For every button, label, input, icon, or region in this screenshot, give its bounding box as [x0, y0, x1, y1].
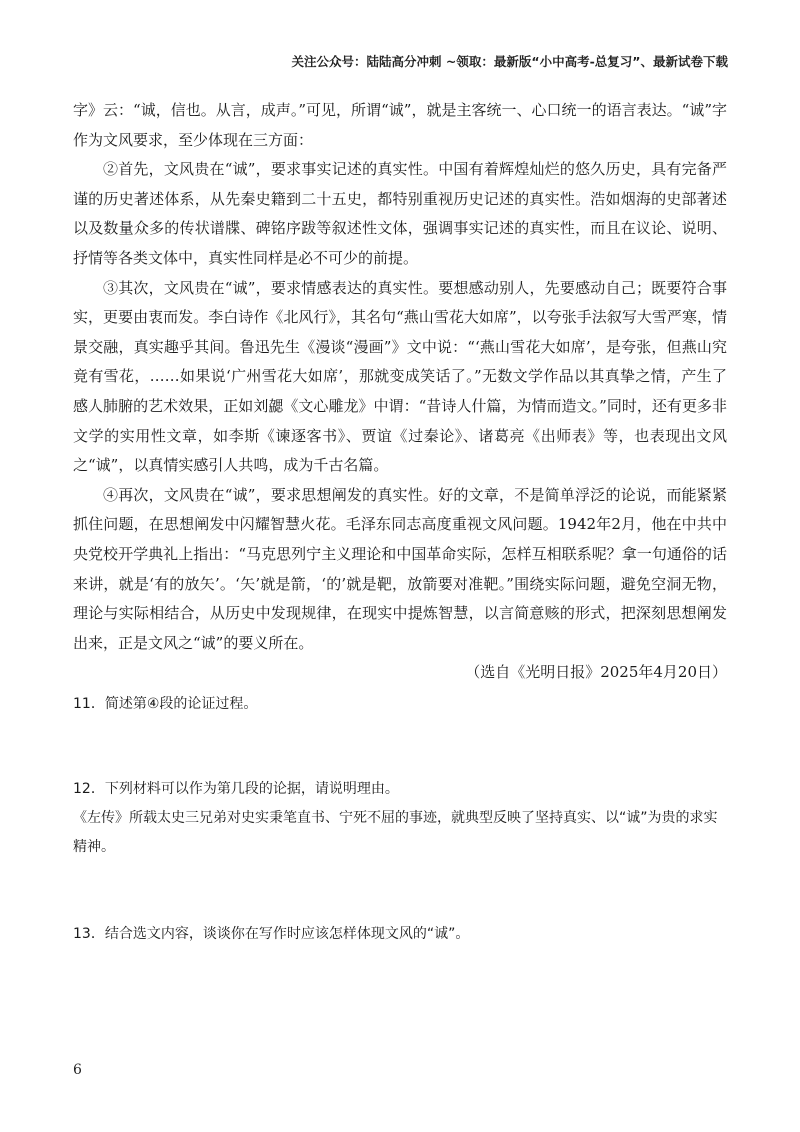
page-header-banner: 关注公众号：陆陆高分冲刺 ~领取：最新版“小中高考-总复习”、最新试卷下载 — [291, 54, 728, 69]
passage-source: （选自《光明日报》2025年4月20日） — [465, 663, 727, 682]
page-number: 6 — [73, 1062, 82, 1078]
passage-paragraph-3: ③其次，文风贵在“诚”，要求情感表达的真实性。要想感动别人，先要感动自己；既要符合事实，更要由衷而发。李白诗作《北风行》，其名句“燕山雪花大如席”，以夸张手法叙写大雪严寒，情景交融，真实趣乎其间。鲁迅先生《漫谈“漫画”》文中说：“‘燕山雪花大如席’，是夸张，但燕山究竟有雪花，……如果说‘广州雪花大如席’，那就变成笑话了。”无数文学作品以其真挚之情，产生了感人肺腑的艺术效果，正如刘勰《文心雕龙》中谓：“昔诗人什篇，为情而造文。”同时，还有更多非文学的实用性文章，如李斯《谏逐客书》、贾谊《过秦论》、诸葛亮《出师表》等，也表现出文风之“诚”，以真情实感引人共鸣，成为千古名篇。 — [73, 278, 727, 475]
passage-paragraph-4: ④再次，文风贵在“诚”，要求思想阐发的真实性。好的文章，不是简单浮泛的论说，而能紧紧抓住问题，在思想阐发中闪耀智慧火花。毛泽东同志高度重视文风问题。1942年2月，他在中共中央党校开学典礼上指出：“马克思列宁主义理论和中国革命实际，怎样互相联系呢？拿一句通俗的话来讲，就是‘有的放矢’。‘矢’就是箭，‘的’就是靶，放箭要对准靶。”围绕实际问题，避免空洞无物，理论与实际相结合，从历史中发现规律，在现实中提炼智慧，以言简意赅的形式，把深刻思想阐发出来，正是文风之“诚”的要义所在。 — [73, 485, 727, 652]
question-12: 12．下列材料可以作为第几段的论据，请说明理由。 — [73, 780, 399, 797]
question-11: 11．简述第④段的论证过程。 — [73, 695, 258, 712]
question-12-material: 《左传》所载太史三兄弟对史实秉笔直书、宁死不屈的事迹，就典型反映了坚持真实、以“诚”为贵的求实精神。 — [73, 809, 718, 855]
document-body — [73, 96, 727, 949]
passage-paragraph-2: ②首先，文风贵在“诚”，要求事实记述的真实性。中国有着辉煌灿烂的悠久历史，具有完备严谨的历史著述体系，从先秦史籍到二十五史，都特别重视历史记述的真实性。浩如烟海的史部著述以及数量众多的传状谱牒、碑铭序跋等叙述性文体，强调事实记述的真实性，而且在议论、说明、抒情等各类文体中，真实性同样是必不可少的前提。 — [73, 160, 727, 267]
passage-paragraph-intro: 字》云：“诚，信也。从言，成声。”可见，所谓“诚”，就是主客统一、心口统一的语言表达。“诚”字作为文风要求，至少体现在三方面： — [73, 101, 727, 149]
question-13: 13．结合选文内容，谈谈你在写作时应该怎样体现文风的“诚”。 — [73, 925, 470, 942]
